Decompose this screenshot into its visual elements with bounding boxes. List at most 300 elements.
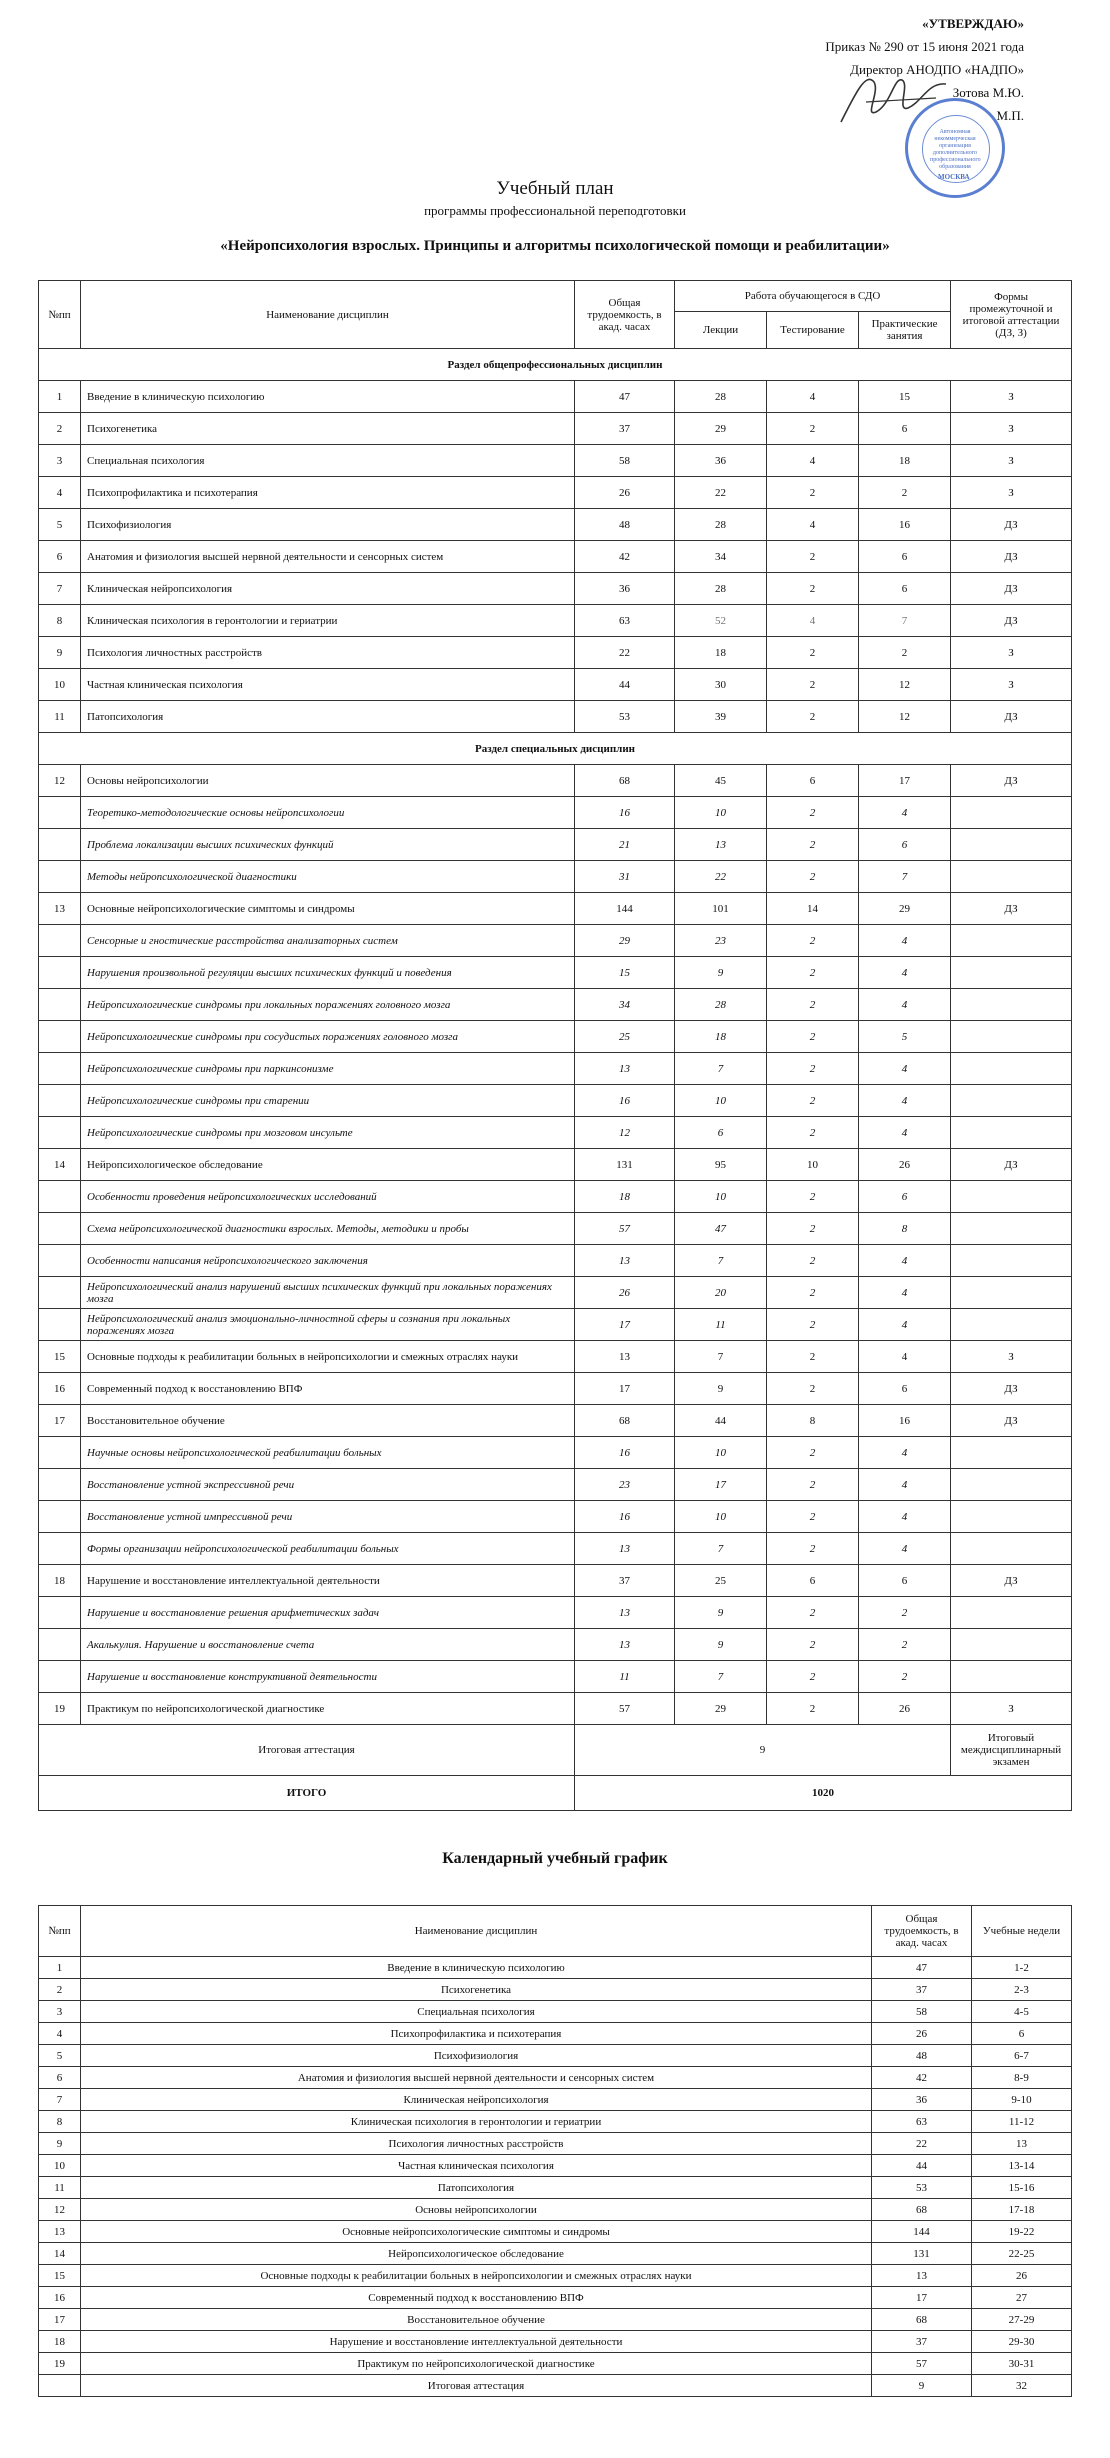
row-num: 9: [39, 637, 81, 669]
row-name: Особенности написания нейропсихологического заключения: [81, 1245, 575, 1277]
row-num: 16: [39, 1373, 81, 1405]
cal-weeks: 2-3: [972, 1979, 1072, 2001]
cal-total: 37: [872, 2331, 972, 2353]
cal-total: 58: [872, 2001, 972, 2023]
row-form: ДЗ: [951, 1405, 1072, 1437]
row-form: [951, 1277, 1072, 1309]
row-num: [39, 957, 81, 989]
row-practice: 4: [859, 1245, 951, 1277]
row-practice: 6: [859, 1373, 951, 1405]
calendar-row: [39, 2265, 1072, 2287]
row-lectures: 39: [675, 701, 767, 733]
approval-signer: Зотова М.Ю.: [952, 85, 1024, 100]
table-row: [39, 1405, 1072, 1437]
table-row: [39, 1117, 1072, 1149]
row-name: Нейропсихологическое обследование: [81, 1149, 575, 1181]
row-practice: 6: [859, 541, 951, 573]
table-row: [39, 477, 1072, 509]
row-lectures: 7: [675, 1245, 767, 1277]
row-total: 21: [575, 829, 675, 861]
row-testing: 2: [767, 477, 859, 509]
cal-name: Практикум по нейропсихологической диагностике: [81, 2353, 872, 2375]
calendar-row: [39, 2221, 1072, 2243]
row-name: Нейропсихологические синдромы при старении: [81, 1085, 575, 1117]
cal-weeks: 9-10: [972, 2089, 1072, 2111]
row-testing: 4: [767, 381, 859, 413]
row-lectures: 10: [675, 1181, 767, 1213]
row-total: 57: [575, 1693, 675, 1725]
row-form: ДЗ: [951, 509, 1072, 541]
row-testing: 2: [767, 1213, 859, 1245]
total-label: ИТОГО: [39, 1776, 575, 1811]
row-total: 13: [575, 1597, 675, 1629]
row-name: Нейропсихологический анализ эмоционально-личностной сферы и сознания при локальных поражениях мозга: [81, 1309, 575, 1341]
row-testing: 2: [767, 637, 859, 669]
row-lectures: 7: [675, 1053, 767, 1085]
row-testing: 2: [767, 1181, 859, 1213]
row-practice: 7: [859, 605, 951, 637]
cal-total: 9: [872, 2375, 972, 2397]
row-num: 4: [39, 477, 81, 509]
cal-weeks: 6-7: [972, 2045, 1072, 2067]
section-special: Раздел специальных дисциплин: [39, 733, 1072, 765]
row-practice: 4: [859, 957, 951, 989]
row-total: 47: [575, 381, 675, 413]
row-total: 12: [575, 1117, 675, 1149]
row-practice: 16: [859, 509, 951, 541]
row-practice: 4: [859, 1437, 951, 1469]
row-num: [39, 1181, 81, 1213]
row-form: [951, 1117, 1072, 1149]
row-lectures: 10: [675, 1501, 767, 1533]
row-num: 11: [39, 701, 81, 733]
cal-name: Специальная психология: [81, 2001, 872, 2023]
row-testing: 6: [767, 1565, 859, 1597]
row-num: [39, 1469, 81, 1501]
row-testing: 2: [767, 1309, 859, 1341]
row-testing: 10: [767, 1149, 859, 1181]
cal-num: 3: [39, 2001, 81, 2023]
cal-total: 22: [872, 2133, 972, 2155]
row-total: 36: [575, 573, 675, 605]
calendar-row: [39, 2045, 1072, 2067]
row-testing: 2: [767, 1469, 859, 1501]
row-form: З: [951, 477, 1072, 509]
row-lectures: 10: [675, 1437, 767, 1469]
row-name: Клиническая психология в геронтологии и гериатрии: [81, 605, 575, 637]
table-row: [39, 1021, 1072, 1053]
row-practice: 4: [859, 1469, 951, 1501]
row-lectures: 7: [675, 1661, 767, 1693]
row-total: 17: [575, 1309, 675, 1341]
cal-total: 68: [872, 2199, 972, 2221]
row-name: Нейропсихологический анализ нарушений высших психических функций при локальных поражениях мозга: [81, 1277, 575, 1309]
row-testing: 2: [767, 1277, 859, 1309]
row-num: [39, 1629, 81, 1661]
row-total: 25: [575, 1021, 675, 1053]
cal-weeks: 1-2: [972, 1957, 1072, 1979]
row-form: ДЗ: [951, 893, 1072, 925]
table-row: [39, 1181, 1072, 1213]
cal-num: 11: [39, 2177, 81, 2199]
row-practice: 6: [859, 573, 951, 605]
row-testing: 4: [767, 445, 859, 477]
row-lectures: 18: [675, 1021, 767, 1053]
row-lectures: 17: [675, 1469, 767, 1501]
row-form: З: [951, 445, 1072, 477]
row-name: Акалькулия. Нарушение и восстановление счета: [81, 1629, 575, 1661]
row-name: Проблема локализации высших психических функций: [81, 829, 575, 861]
header-forms: Формы промежуточной и итоговой аттестации (ДЗ, З): [951, 281, 1072, 349]
cal-num: 1: [39, 1957, 81, 1979]
page-subtitle: программы профессиональной переподготовки: [424, 203, 686, 218]
approval-title: «УТВЕРЖДАЮ»: [922, 16, 1024, 31]
row-name: Методы нейропсихологической диагностики: [81, 861, 575, 893]
row-testing: 2: [767, 1085, 859, 1117]
row-practice: 16: [859, 1405, 951, 1437]
calendar-row: [39, 1957, 1072, 1979]
row-practice: 2: [859, 477, 951, 509]
row-practice: 6: [859, 829, 951, 861]
cal-num: 13: [39, 2221, 81, 2243]
table-row: [39, 1565, 1072, 1597]
row-form: [951, 1021, 1072, 1053]
header-name: Наименование дисциплин: [81, 281, 575, 349]
calendar-row: [39, 2133, 1072, 2155]
cal-header-name: Наименование дисциплин: [81, 1906, 872, 1957]
row-lectures: 9: [675, 957, 767, 989]
row-total: 13: [575, 1533, 675, 1565]
cal-name: Основы нейропсихологии: [81, 2199, 872, 2221]
row-name: Нейропсихологические синдромы при сосудистых поражениях головного мозга: [81, 1021, 575, 1053]
row-lectures: 22: [675, 477, 767, 509]
row-testing: 14: [767, 893, 859, 925]
row-form: [951, 1309, 1072, 1341]
row-name: Введение в клиническую психологию: [81, 381, 575, 413]
table-row: [39, 1277, 1072, 1309]
row-form: ДЗ: [951, 701, 1072, 733]
row-lectures: 7: [675, 1341, 767, 1373]
row-testing: 2: [767, 669, 859, 701]
row-form: [951, 1213, 1072, 1245]
cal-weeks: 27: [972, 2287, 1072, 2309]
row-num: [39, 797, 81, 829]
page-title: Учебный план: [496, 178, 614, 199]
row-name: Особенности проведения нейропсихологических исследований: [81, 1181, 575, 1213]
row-testing: 2: [767, 1341, 859, 1373]
cal-num: 6: [39, 2067, 81, 2089]
approval-mp: М.П.: [996, 108, 1024, 123]
row-num: [39, 1213, 81, 1245]
row-name: Психология личностных расстройств: [81, 637, 575, 669]
cal-total: 63: [872, 2111, 972, 2133]
cal-num: 8: [39, 2111, 81, 2133]
row-testing: 2: [767, 1693, 859, 1725]
cal-num: 10: [39, 2155, 81, 2177]
header-work: Работа обучающегося в СДО: [675, 281, 951, 312]
row-lectures: 28: [675, 573, 767, 605]
row-num: 10: [39, 669, 81, 701]
row-total: 13: [575, 1053, 675, 1085]
row-lectures: 44: [675, 1405, 767, 1437]
row-total: 16: [575, 797, 675, 829]
row-total: 44: [575, 669, 675, 701]
row-practice: 6: [859, 1565, 951, 1597]
row-num: [39, 925, 81, 957]
row-practice: 4: [859, 1533, 951, 1565]
table-row: [39, 1245, 1072, 1277]
table-row: [39, 829, 1072, 861]
row-testing: 4: [767, 605, 859, 637]
row-total: 15: [575, 957, 675, 989]
calendar-row: [39, 2089, 1072, 2111]
row-num: 15: [39, 1341, 81, 1373]
table-row: [39, 893, 1072, 925]
table-row: [39, 1213, 1072, 1245]
header-total: Общая трудоемкость, в акад. часах: [575, 281, 675, 349]
row-lectures: 47: [675, 1213, 767, 1245]
row-practice: 4: [859, 1053, 951, 1085]
calendar-row: [39, 2331, 1072, 2353]
row-form: [951, 1437, 1072, 1469]
row-practice: 2: [859, 1629, 951, 1661]
row-total: 13: [575, 1245, 675, 1277]
row-total: 68: [575, 1405, 675, 1437]
row-form: [951, 1181, 1072, 1213]
calendar-title: Календарный учебный график: [442, 1850, 668, 1867]
row-form: ДЗ: [951, 1373, 1072, 1405]
row-name: Сенсорные и гностические расстройства анализаторных систем: [81, 925, 575, 957]
row-name: Нейропсихологические синдромы при мозговом инсульте: [81, 1117, 575, 1149]
row-form: ДЗ: [951, 605, 1072, 637]
row-num: [39, 1501, 81, 1533]
table-row: [39, 861, 1072, 893]
cal-num: 14: [39, 2243, 81, 2265]
row-total: 63: [575, 605, 675, 637]
row-name: Психогенетика: [81, 413, 575, 445]
cal-name: Нейропсихологическое обследование: [81, 2243, 872, 2265]
cal-total: 47: [872, 1957, 972, 1979]
row-lectures: 101: [675, 893, 767, 925]
row-form: [951, 861, 1072, 893]
cal-name: Психопрофилактика и психотерапия: [81, 2023, 872, 2045]
row-form: З: [951, 1341, 1072, 1373]
row-lectures: 29: [675, 1693, 767, 1725]
row-num: 5: [39, 509, 81, 541]
row-testing: 2: [767, 1533, 859, 1565]
row-testing: 2: [767, 1629, 859, 1661]
row-form: З: [951, 1693, 1072, 1725]
row-num: 2: [39, 413, 81, 445]
row-num: [39, 1661, 81, 1693]
final-hours: 9: [575, 1725, 951, 1776]
row-name: Клиническая нейропсихология: [81, 573, 575, 605]
table-row: [39, 765, 1072, 797]
cal-name: Психология личностных расстройств: [81, 2133, 872, 2155]
cal-total: 53: [872, 2177, 972, 2199]
row-lectures: 10: [675, 797, 767, 829]
row-num: [39, 1021, 81, 1053]
cal-name: Введение в клиническую психологию: [81, 1957, 872, 1979]
row-name: Формы организации нейропсихологической реабилитации больных: [81, 1533, 575, 1565]
row-practice: 17: [859, 765, 951, 797]
row-form: ДЗ: [951, 573, 1072, 605]
cal-weeks: 29-30: [972, 2331, 1072, 2353]
row-num: 12: [39, 765, 81, 797]
row-lectures: 9: [675, 1373, 767, 1405]
row-form: З: [951, 669, 1072, 701]
row-testing: 2: [767, 701, 859, 733]
row-lectures: 9: [675, 1629, 767, 1661]
row-practice: 6: [859, 1181, 951, 1213]
row-form: [951, 1629, 1072, 1661]
cal-header-weeks: Учебные недели: [972, 1906, 1072, 1957]
row-practice: 15: [859, 381, 951, 413]
cal-total: 36: [872, 2089, 972, 2111]
row-name: Патопсихология: [81, 701, 575, 733]
cal-num: 18: [39, 2331, 81, 2353]
approval-order: Приказ № 290 от 15 июня 2021 года: [825, 39, 1024, 54]
calendar-row: [39, 2001, 1072, 2023]
table-row: [39, 797, 1072, 829]
row-form: [951, 1053, 1072, 1085]
cal-name: Клиническая нейропсихология: [81, 2089, 872, 2111]
row-total: 144: [575, 893, 675, 925]
row-total: 42: [575, 541, 675, 573]
row-lectures: 45: [675, 765, 767, 797]
row-num: 7: [39, 573, 81, 605]
row-num: 18: [39, 1565, 81, 1597]
row-num: [39, 1245, 81, 1277]
cal-name: Частная клиническая психология: [81, 2155, 872, 2177]
row-name: Нарушение и восстановление конструктивной деятельности: [81, 1661, 575, 1693]
row-total: 53: [575, 701, 675, 733]
table-row: [39, 1629, 1072, 1661]
row-name: Восстановление устной импрессивной речи: [81, 1501, 575, 1533]
row-num: [39, 1085, 81, 1117]
row-name: Нейропсихологические синдромы при паркинсонизме: [81, 1053, 575, 1085]
row-form: [951, 829, 1072, 861]
cal-weeks: 11-12: [972, 2111, 1072, 2133]
table-row: [39, 1341, 1072, 1373]
row-form: ДЗ: [951, 1149, 1072, 1181]
row-form: [951, 797, 1072, 829]
row-lectures: 11: [675, 1309, 767, 1341]
row-form: [951, 1501, 1072, 1533]
row-name: Восстановление устной экспрессивной речи: [81, 1469, 575, 1501]
row-total: 58: [575, 445, 675, 477]
cal-weeks: 15-16: [972, 2177, 1072, 2199]
row-form: [951, 925, 1072, 957]
row-total: 11: [575, 1661, 675, 1693]
row-name: Практикум по нейропсихологической диагностике: [81, 1693, 575, 1725]
cal-total: 144: [872, 2221, 972, 2243]
row-form: [951, 1661, 1072, 1693]
curriculum-table: [38, 280, 1072, 1811]
row-name: Специальная психология: [81, 445, 575, 477]
cal-num: [39, 2375, 81, 2397]
row-testing: 2: [767, 925, 859, 957]
cal-weeks: 6: [972, 2023, 1072, 2045]
row-total: 26: [575, 477, 675, 509]
cal-num: 9: [39, 2133, 81, 2155]
final-form: Итоговый междисциплинарный экзамен: [951, 1725, 1072, 1776]
row-practice: 12: [859, 669, 951, 701]
row-testing: 2: [767, 829, 859, 861]
row-total: 68: [575, 765, 675, 797]
header-practice: Практические занятия: [859, 312, 951, 349]
calendar-row: [39, 2309, 1072, 2331]
row-num: [39, 1597, 81, 1629]
calendar-row: [39, 2375, 1072, 2397]
row-form: [951, 957, 1072, 989]
row-name: Нарушения произвольной регуляции высших психических функций и поведения: [81, 957, 575, 989]
cal-num: 2: [39, 1979, 81, 2001]
table-row: [39, 1309, 1072, 1341]
calendar-row: [39, 2023, 1072, 2045]
table-row: [39, 925, 1072, 957]
row-total: 16: [575, 1437, 675, 1469]
row-practice: 4: [859, 1117, 951, 1149]
cal-total: 44: [872, 2155, 972, 2177]
row-total: 34: [575, 989, 675, 1021]
cal-header-total: Общая трудоемкость, в акад. часах: [872, 1906, 972, 1957]
row-num: [39, 1437, 81, 1469]
row-testing: 2: [767, 413, 859, 445]
row-name: Восстановительное обучение: [81, 1405, 575, 1437]
row-lectures: 20: [675, 1277, 767, 1309]
row-num: [39, 1277, 81, 1309]
table-row: [39, 669, 1072, 701]
cal-name: Современный подход к восстановлению ВПФ: [81, 2287, 872, 2309]
cal-weeks: 13: [972, 2133, 1072, 2155]
row-form: [951, 1597, 1072, 1629]
cal-weeks: 30-31: [972, 2353, 1072, 2375]
cal-name: Анатомия и физиология высшей нервной деятельности и сенсорных систем: [81, 2067, 872, 2089]
row-form: [951, 1533, 1072, 1565]
row-practice: 26: [859, 1693, 951, 1725]
calendar-table: [38, 1905, 1072, 2397]
row-name: Научные основы нейропсихологической реабилитации больных: [81, 1437, 575, 1469]
row-total: 48: [575, 509, 675, 541]
row-total: 18: [575, 1181, 675, 1213]
row-lectures: 22: [675, 861, 767, 893]
row-name: Частная клиническая психология: [81, 669, 575, 701]
row-total: 22: [575, 637, 675, 669]
row-total: 16: [575, 1501, 675, 1533]
row-testing: 2: [767, 1373, 859, 1405]
row-total: 13: [575, 1629, 675, 1661]
cal-total: 68: [872, 2309, 972, 2331]
row-testing: 2: [767, 1021, 859, 1053]
row-form: [951, 989, 1072, 1021]
cal-num: 7: [39, 2089, 81, 2111]
table-row: [39, 1661, 1072, 1693]
row-lectures: 34: [675, 541, 767, 573]
table-row: [39, 509, 1072, 541]
row-practice: 26: [859, 1149, 951, 1181]
row-testing: 2: [767, 861, 859, 893]
row-num: [39, 1053, 81, 1085]
final-label: Итоговая аттестация: [39, 1725, 575, 1776]
table-row: [39, 1085, 1072, 1117]
row-name: Нарушение и восстановление решения арифметических задач: [81, 1597, 575, 1629]
row-name: Основные нейропсихологические симптомы и синдромы: [81, 893, 575, 925]
row-testing: 2: [767, 573, 859, 605]
row-name: Схема нейропсихологической диагностики взрослых. Методы, методики и пробы: [81, 1213, 575, 1245]
table-row: [39, 1373, 1072, 1405]
row-practice: 7: [859, 861, 951, 893]
